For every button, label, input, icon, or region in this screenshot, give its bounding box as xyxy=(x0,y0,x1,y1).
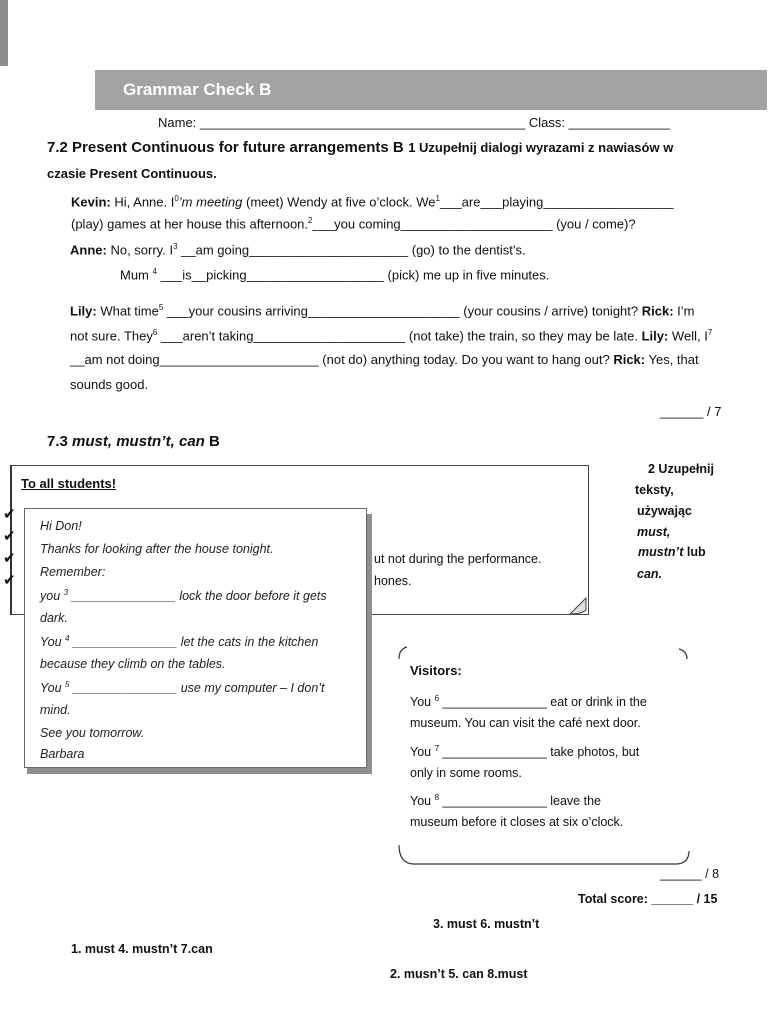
text: No, sorry. I xyxy=(106,242,174,258)
gap-number: 7 xyxy=(707,328,713,337)
letter-shadow xyxy=(27,768,372,774)
instr-line-3: używając xyxy=(637,504,692,518)
page-curl-icon xyxy=(568,596,588,616)
visitors-line: only in some rooms. xyxy=(410,766,522,780)
section-7-2-heading xyxy=(47,139,673,157)
instr-line-5 xyxy=(638,545,706,559)
answer-gap[interactable]: ___are___playing__________________ xyxy=(439,194,674,210)
answer-gap[interactable]: _______________ eat or drink in the xyxy=(439,695,647,710)
check-mark-icon: ✔ xyxy=(3,572,16,589)
answer-row-2: 1. must 4. mustn’t 7.can xyxy=(71,942,213,956)
visitors-line: museum. You can visit the café next door. xyxy=(410,716,641,730)
letter-line: because they climb on the tables. xyxy=(40,657,226,671)
text: You xyxy=(410,745,435,760)
visitors-title: Visitors: xyxy=(410,663,462,678)
answer-row-3: 2. musn’t 5. can 8.must xyxy=(390,967,528,981)
speaker: Lily: xyxy=(70,303,97,319)
letter-line: dark. xyxy=(40,611,68,625)
section-level: B xyxy=(204,433,220,450)
text: Well, I xyxy=(668,328,708,344)
answer-gap[interactable]: __am not doing______________________ (not do) anything today. Do you want to hang out? xyxy=(70,352,614,367)
instr-line-1: 2 Uzupełnij xyxy=(648,462,714,476)
dialog-line-5 xyxy=(70,303,695,318)
text: not sure. They xyxy=(70,328,153,344)
dialog-line-1 xyxy=(71,194,673,209)
name-field[interactable]: _____________________________________________ xyxy=(199,115,526,130)
notice-fragment-1: ut not during the performance. xyxy=(374,552,542,566)
dialog-line-4 xyxy=(120,267,549,282)
letter-gap-3 xyxy=(40,588,327,603)
check-mark-icon: ✔ xyxy=(3,550,16,567)
gap-number: 5 xyxy=(65,680,70,689)
text: You xyxy=(410,794,435,809)
answer-gap[interactable]: ___aren’t taking_____________________ (not take) the train, so they may be late. xyxy=(157,328,642,344)
gap-number: 4 xyxy=(65,634,70,643)
text: you xyxy=(40,589,64,604)
check-mark-icon: ✔ xyxy=(3,528,16,545)
instr-line-4: must, xyxy=(637,525,671,539)
section-7-3-heading xyxy=(47,433,220,450)
instr-lub: lub xyxy=(683,545,706,559)
name-class-line xyxy=(158,115,670,130)
instruction: 1 Uzupełnij dialogi wyrazami z nawiasów w xyxy=(408,140,674,155)
title-banner xyxy=(95,70,767,110)
text: (meet) Wendy at five o’clock. We xyxy=(242,194,436,210)
class-field[interactable]: ______________ xyxy=(568,115,670,130)
answer-gap[interactable]: ___is__picking___________________ (pick) me up in five minutes. xyxy=(156,267,550,283)
letter-line: Remember: xyxy=(40,565,106,579)
letter-gap-5 xyxy=(40,680,325,695)
gap-number: 6 xyxy=(152,328,158,337)
answer-gap[interactable]: __am going______________________ (go) to the dentist’s. xyxy=(177,242,526,258)
instruction-cont: czasie Present Continuous. xyxy=(47,166,217,181)
visitors-gap-8 xyxy=(410,793,601,808)
speaker: Kevin: xyxy=(71,194,111,210)
letter-gap-4 xyxy=(40,634,318,649)
gap-number: 2 xyxy=(308,216,313,225)
notice-title: To all students! xyxy=(21,476,117,491)
instr-line-6: can. xyxy=(637,567,663,581)
answer-gap[interactable]: _______________ use my computer – I don’t xyxy=(69,681,325,696)
letter-greeting: Hi Don! xyxy=(40,519,82,533)
score-8: ______ / 8 xyxy=(660,867,720,881)
page-edge-bar xyxy=(0,0,8,66)
dialog-line-6 xyxy=(70,328,712,343)
page-title: Grammar Check B xyxy=(123,80,272,99)
speaker: Rick: xyxy=(613,352,646,367)
letter-line: See you tomorrow. xyxy=(40,726,145,740)
notice-fragment-2: hones. xyxy=(374,574,412,588)
answer-gap[interactable]: ___your cousins arriving_____________________ (your cousins / arrive) tonight? xyxy=(163,303,642,319)
dialog-line-7 xyxy=(70,352,699,367)
text: What time xyxy=(96,303,159,319)
speaker: Rick: xyxy=(641,303,674,319)
class-label: Class: xyxy=(528,115,566,130)
text: Hi, Anne. I xyxy=(114,194,175,210)
gap-number: 3 xyxy=(63,588,69,597)
score-7: ______ / 7 xyxy=(660,404,722,419)
instr-mustnt: mustn’t xyxy=(638,545,684,559)
gap-number: 1 xyxy=(435,194,440,203)
dialog-line-3 xyxy=(70,242,526,257)
letter-line: Thanks for looking after the house tonight. xyxy=(40,542,274,556)
gap-number: 3 xyxy=(173,242,178,251)
text: You xyxy=(40,681,66,696)
text: I’m xyxy=(673,303,695,319)
total-score: Total score: ______ / 15 xyxy=(578,892,718,906)
example-answer: ’m meeting xyxy=(178,194,243,210)
answer-row-1: 3. must 6. mustn’t xyxy=(433,917,540,931)
text: Mum xyxy=(120,267,153,283)
name-label: Name: xyxy=(158,115,197,130)
gap-number: 7 xyxy=(434,744,440,753)
section-topic: must, mustn’t, can xyxy=(72,433,205,450)
answer-gap[interactable]: _______________ leave the xyxy=(439,794,601,809)
gap-number: 8 xyxy=(434,793,440,802)
answer-gap[interactable]: _______________ let the cats in the kitchen xyxy=(69,635,319,650)
answer-gap[interactable]: ___you coming_____________________ (you / come)? xyxy=(312,216,636,232)
letter-signature: Barbara xyxy=(40,747,85,761)
text: You xyxy=(40,635,66,650)
gap-number: 6 xyxy=(434,694,440,703)
text: (play) games at her house this afternoon. xyxy=(71,216,309,232)
gap-number: 0 xyxy=(174,194,179,203)
visitors-gap-7 xyxy=(410,744,639,759)
section-title: 7.2 Present Continuous for future arrangements B xyxy=(47,139,404,156)
dialog-line-2 xyxy=(71,216,636,231)
section-number: 7.3 xyxy=(47,433,73,450)
gap-number: 4 xyxy=(152,267,157,276)
gap-number: 5 xyxy=(158,303,164,312)
speaker: Anne: xyxy=(70,242,107,258)
letter-note xyxy=(24,508,367,768)
visitors-line: museum before it closes at six o’clock. xyxy=(410,815,624,829)
answer-gap[interactable]: _______________ lock the door before it gets xyxy=(68,589,327,604)
text: You xyxy=(410,695,435,710)
visitors-gap-6 xyxy=(410,694,647,709)
dialog-line-8: sounds good. xyxy=(70,377,149,392)
instr-line-2: teksty, xyxy=(635,483,674,497)
check-mark-icon: ✔ xyxy=(3,506,16,523)
text: Yes, that xyxy=(645,352,699,367)
letter-line: mind. xyxy=(40,703,71,717)
speaker: Lily: xyxy=(641,328,669,344)
answer-gap[interactable]: _______________ take photos, but xyxy=(439,745,640,760)
